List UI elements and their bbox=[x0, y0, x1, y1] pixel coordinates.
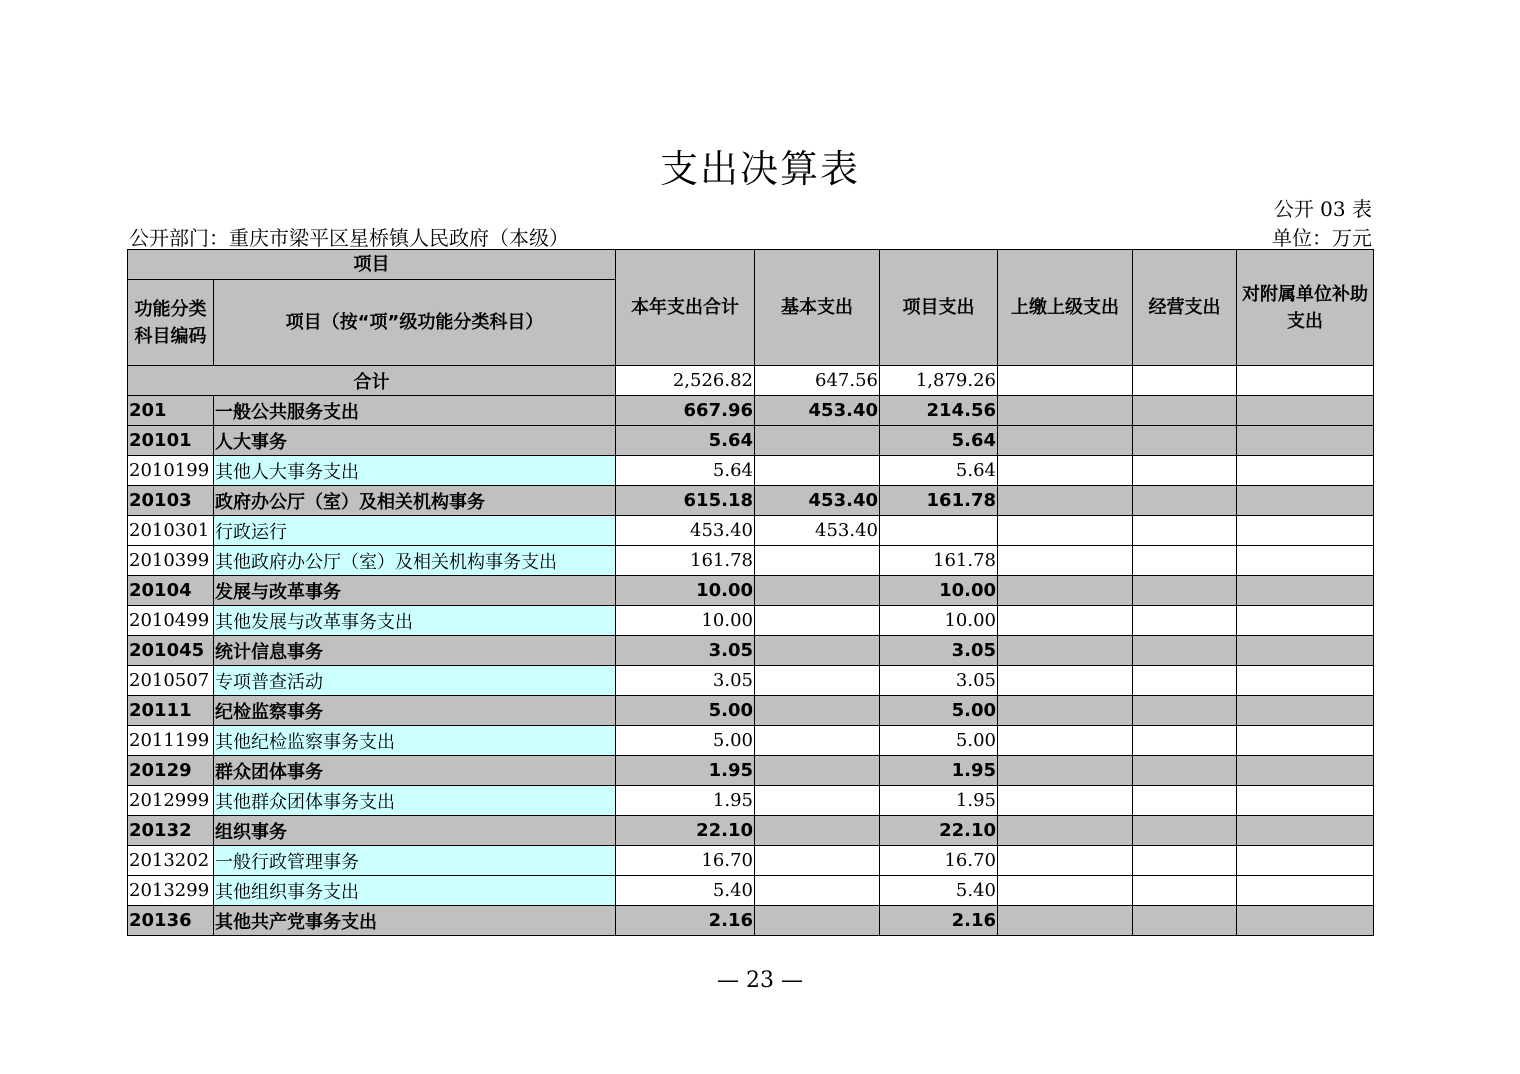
name-cell: 一般公共服务支出 bbox=[214, 396, 616, 426]
subsidy-cell bbox=[1237, 786, 1374, 816]
name-cell: 专项普查活动 bbox=[214, 666, 616, 696]
total-cell: 5.40 bbox=[616, 876, 755, 906]
total-row bbox=[128, 366, 1374, 396]
total-cell: 1.95 bbox=[616, 786, 755, 816]
higher-cell bbox=[998, 606, 1133, 636]
table-row bbox=[128, 546, 1374, 576]
total-cell: 5.64 bbox=[616, 426, 755, 456]
project-cell: 1.95 bbox=[880, 786, 998, 816]
basic-cell bbox=[755, 696, 880, 726]
basic-cell bbox=[755, 816, 880, 846]
total-cell: 3.05 bbox=[616, 636, 755, 666]
business-cell bbox=[1133, 486, 1237, 516]
business-cell bbox=[1133, 456, 1237, 486]
table-row bbox=[128, 576, 1374, 606]
name-cell: 其他发展与改革事务支出 bbox=[214, 606, 616, 636]
code-cell: 2010301 bbox=[128, 516, 214, 546]
basic-cell bbox=[755, 546, 880, 576]
higher-cell bbox=[998, 756, 1133, 786]
code-cell: 20111 bbox=[128, 696, 214, 726]
subsidy-cell bbox=[1237, 876, 1374, 906]
subsidy-cell bbox=[1237, 726, 1374, 756]
subsidy-cell bbox=[1237, 906, 1374, 936]
table-row bbox=[128, 456, 1374, 486]
basic-cell: 453.40 bbox=[755, 396, 880, 426]
table-row bbox=[128, 666, 1374, 696]
code-cell: 2013299 bbox=[128, 876, 214, 906]
total-cell: 5.00 bbox=[616, 726, 755, 756]
total-higher bbox=[998, 366, 1133, 396]
subsidy-cell bbox=[1237, 666, 1374, 696]
higher-cell bbox=[998, 666, 1133, 696]
basic-cell bbox=[755, 636, 880, 666]
basic-cell bbox=[755, 786, 880, 816]
subsidy-cell bbox=[1237, 426, 1374, 456]
name-cell: 人大事务 bbox=[214, 426, 616, 456]
basic-cell bbox=[755, 426, 880, 456]
higher-cell bbox=[998, 876, 1133, 906]
total-cell: 1.95 bbox=[616, 756, 755, 786]
higher-cell bbox=[998, 846, 1133, 876]
header-row-1 bbox=[128, 250, 1374, 280]
total-cell: 2.16 bbox=[616, 906, 755, 936]
higher-cell bbox=[998, 576, 1133, 606]
code-cell: 201 bbox=[128, 396, 214, 426]
name-cell: 其他群众团体事务支出 bbox=[214, 786, 616, 816]
total-cell: 453.40 bbox=[616, 516, 755, 546]
business-cell bbox=[1133, 696, 1237, 726]
higher-cell bbox=[998, 906, 1133, 936]
business-cell bbox=[1133, 726, 1237, 756]
code-cell: 20101 bbox=[128, 426, 214, 456]
table-row bbox=[128, 726, 1374, 756]
code-cell: 20136 bbox=[128, 906, 214, 936]
project-cell: 10.00 bbox=[880, 606, 998, 636]
project-cell: 1.95 bbox=[880, 756, 998, 786]
subsidy-cell bbox=[1237, 546, 1374, 576]
header-higher: 上缴上级支出 bbox=[998, 250, 1133, 366]
project-cell: 5.64 bbox=[880, 426, 998, 456]
total-label: 合计 bbox=[128, 366, 616, 396]
header-name: 项目（按“项”级功能分类科目） bbox=[214, 280, 616, 366]
unit-label: 单位：万元 bbox=[1272, 226, 1372, 250]
subsidy-cell bbox=[1237, 816, 1374, 846]
total-cell: 3.05 bbox=[616, 666, 755, 696]
basic-cell bbox=[755, 726, 880, 756]
basic-cell: 453.40 bbox=[755, 486, 880, 516]
higher-cell bbox=[998, 636, 1133, 666]
business-cell bbox=[1133, 786, 1237, 816]
subsidy-cell bbox=[1237, 636, 1374, 666]
subsidy-cell bbox=[1237, 846, 1374, 876]
name-cell: 行政运行 bbox=[214, 516, 616, 546]
page-title: 支出决算表 bbox=[659, 147, 860, 191]
project-cell: 161.78 bbox=[880, 486, 998, 516]
higher-cell bbox=[998, 696, 1133, 726]
header-basic: 基本支出 bbox=[755, 250, 880, 366]
basic-cell bbox=[755, 576, 880, 606]
department-label: 公开部门：重庆市梁平区星桥镇人民政府（本级） bbox=[129, 226, 569, 250]
project-cell: 10.00 bbox=[880, 576, 998, 606]
project-cell: 5.40 bbox=[880, 876, 998, 906]
total-project: 1,879.26 bbox=[880, 366, 998, 396]
basic-cell bbox=[755, 756, 880, 786]
table-row bbox=[128, 786, 1374, 816]
project-cell: 3.05 bbox=[880, 666, 998, 696]
name-cell: 其他人大事务支出 bbox=[214, 456, 616, 486]
business-cell bbox=[1133, 396, 1237, 426]
subsidy-cell bbox=[1237, 756, 1374, 786]
total-cell: 161.78 bbox=[616, 546, 755, 576]
code-cell: 2010507 bbox=[128, 666, 214, 696]
total-cell: 10.00 bbox=[616, 576, 755, 606]
name-cell: 其他组织事务支出 bbox=[214, 876, 616, 906]
basic-cell: 453.40 bbox=[755, 516, 880, 546]
business-cell bbox=[1133, 516, 1237, 546]
name-cell: 统计信息事务 bbox=[214, 636, 616, 666]
name-cell: 政府办公厅（室）及相关机构事务 bbox=[214, 486, 616, 516]
basic-cell bbox=[755, 846, 880, 876]
name-cell: 发展与改革事务 bbox=[214, 576, 616, 606]
code-cell: 20103 bbox=[128, 486, 214, 516]
code-cell: 2012999 bbox=[128, 786, 214, 816]
business-cell bbox=[1133, 906, 1237, 936]
business-cell bbox=[1133, 756, 1237, 786]
business-cell bbox=[1133, 426, 1237, 456]
business-cell bbox=[1133, 876, 1237, 906]
total-cell: 667.96 bbox=[616, 396, 755, 426]
business-cell bbox=[1133, 606, 1237, 636]
subsidy-cell bbox=[1237, 576, 1374, 606]
total-business bbox=[1133, 366, 1237, 396]
total-basic: 647.56 bbox=[755, 366, 880, 396]
name-cell: 其他政府办公厅（室）及相关机构事务支出 bbox=[214, 546, 616, 576]
higher-cell bbox=[998, 726, 1133, 756]
code-cell: 2010199 bbox=[128, 456, 214, 486]
total-cell: 10.00 bbox=[616, 606, 755, 636]
table-row bbox=[128, 396, 1374, 426]
code-cell: 2011199 bbox=[128, 726, 214, 756]
higher-cell bbox=[998, 396, 1133, 426]
project-cell: 161.78 bbox=[880, 546, 998, 576]
table-row bbox=[128, 486, 1374, 516]
name-cell: 纪检监察事务 bbox=[214, 696, 616, 726]
total-subsidy bbox=[1237, 366, 1374, 396]
table-row bbox=[128, 876, 1374, 906]
total-cell: 22.10 bbox=[616, 816, 755, 846]
header-subsidy: 对附属单位补助支出 bbox=[1237, 250, 1374, 366]
expenditure-table bbox=[127, 249, 1374, 936]
table-row bbox=[128, 906, 1374, 936]
project-cell: 16.70 bbox=[880, 846, 998, 876]
project-cell: 22.10 bbox=[880, 816, 998, 846]
name-cell: 其他共产党事务支出 bbox=[214, 906, 616, 936]
business-cell bbox=[1133, 576, 1237, 606]
code-cell: 2013202 bbox=[128, 846, 214, 876]
project-cell: 2.16 bbox=[880, 906, 998, 936]
code-cell: 2010399 bbox=[128, 546, 214, 576]
name-cell: 其他纪检监察事务支出 bbox=[214, 726, 616, 756]
header-total: 本年支出合计 bbox=[616, 250, 755, 366]
business-cell bbox=[1133, 636, 1237, 666]
code-cell: 20132 bbox=[128, 816, 214, 846]
subsidy-cell bbox=[1237, 486, 1374, 516]
total-cell: 615.18 bbox=[616, 486, 755, 516]
higher-cell bbox=[998, 516, 1133, 546]
table-row bbox=[128, 846, 1374, 876]
business-cell bbox=[1133, 816, 1237, 846]
basic-cell bbox=[755, 606, 880, 636]
subsidy-cell bbox=[1237, 516, 1374, 546]
code-cell: 20129 bbox=[128, 756, 214, 786]
subsidy-cell bbox=[1237, 606, 1374, 636]
table-row bbox=[128, 636, 1374, 666]
basic-cell bbox=[755, 456, 880, 486]
table-row bbox=[128, 516, 1374, 546]
project-cell: 3.05 bbox=[880, 636, 998, 666]
total-cell: 5.64 bbox=[616, 456, 755, 486]
basic-cell bbox=[755, 906, 880, 936]
project-cell bbox=[880, 516, 998, 546]
code-cell: 20104 bbox=[128, 576, 214, 606]
higher-cell bbox=[998, 456, 1133, 486]
header-project: 项目支出 bbox=[880, 250, 998, 366]
code-cell: 2010499 bbox=[128, 606, 214, 636]
basic-cell bbox=[755, 876, 880, 906]
table-row bbox=[128, 816, 1374, 846]
header-item-group: 项目 bbox=[128, 250, 616, 280]
higher-cell bbox=[998, 546, 1133, 576]
name-cell: 组织事务 bbox=[214, 816, 616, 846]
page-number: — 23 — bbox=[717, 968, 803, 993]
code-cell: 201045 bbox=[128, 636, 214, 666]
project-cell: 5.00 bbox=[880, 696, 998, 726]
form-number: 公开 03 表 bbox=[1273, 197, 1372, 221]
project-cell: 214.56 bbox=[880, 396, 998, 426]
name-cell: 一般行政管理事务 bbox=[214, 846, 616, 876]
table-row bbox=[128, 696, 1374, 726]
business-cell bbox=[1133, 666, 1237, 696]
higher-cell bbox=[998, 816, 1133, 846]
name-cell: 群众团体事务 bbox=[214, 756, 616, 786]
higher-cell bbox=[998, 786, 1133, 816]
business-cell bbox=[1133, 846, 1237, 876]
subsidy-cell bbox=[1237, 696, 1374, 726]
total-cell: 5.00 bbox=[616, 696, 755, 726]
subsidy-cell bbox=[1237, 396, 1374, 426]
table-row bbox=[128, 426, 1374, 456]
header-code: 功能分类科目编码 bbox=[128, 280, 214, 366]
basic-cell bbox=[755, 666, 880, 696]
project-cell: 5.00 bbox=[880, 726, 998, 756]
table-row bbox=[128, 756, 1374, 786]
header-business: 经营支出 bbox=[1133, 250, 1237, 366]
higher-cell bbox=[998, 486, 1133, 516]
total-cell: 16.70 bbox=[616, 846, 755, 876]
table-row bbox=[128, 606, 1374, 636]
subsidy-cell bbox=[1237, 456, 1374, 486]
business-cell bbox=[1133, 546, 1237, 576]
project-cell: 5.64 bbox=[880, 456, 998, 486]
higher-cell bbox=[998, 426, 1133, 456]
total-amount: 2,526.82 bbox=[616, 366, 755, 396]
